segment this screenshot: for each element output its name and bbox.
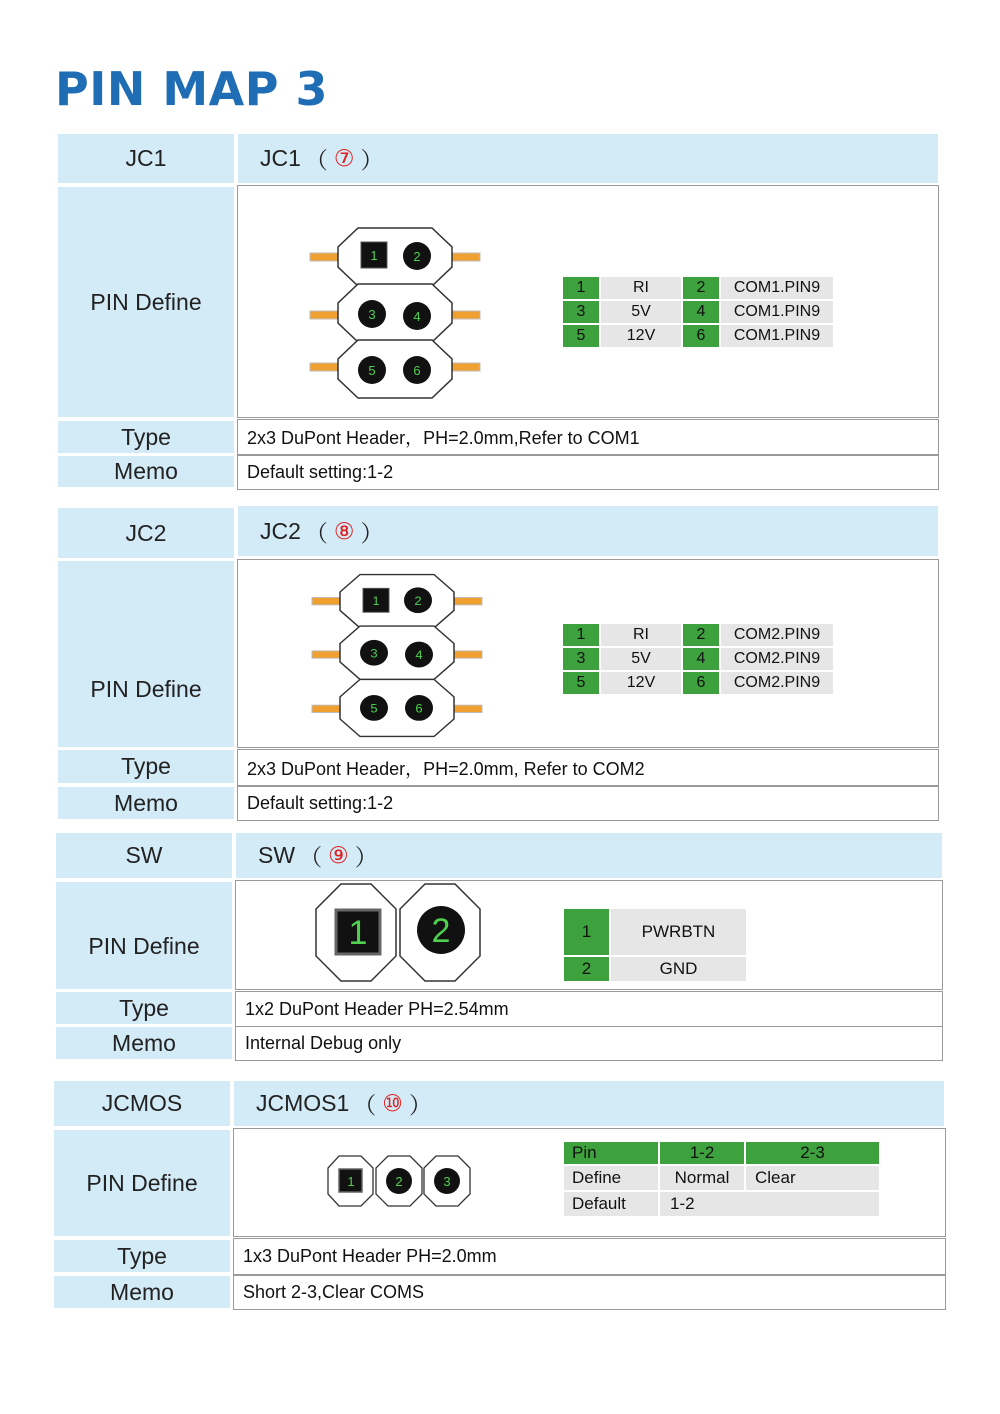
pin-label: 4 bbox=[415, 648, 423, 663]
pin-signal: PWRBTN bbox=[611, 909, 746, 955]
jc1-type-label bbox=[58, 421, 234, 453]
jc1-label bbox=[58, 134, 234, 183]
sw-memo-label bbox=[56, 1027, 232, 1059]
lead bbox=[310, 363, 340, 371]
page-title: PIN MAP 3 bbox=[55, 62, 328, 116]
open-paren: （ bbox=[353, 1092, 377, 1118]
close-paren: ） bbox=[360, 519, 384, 546]
header-2x3-diagram bbox=[310, 228, 480, 398]
pin-signal: COM1.PIN9 bbox=[721, 325, 833, 347]
pin-label: 2 bbox=[395, 1174, 403, 1189]
jc2-label-text: JC2 bbox=[125, 519, 167, 546]
pin-label: 5 bbox=[370, 701, 378, 716]
pin-number: 6 bbox=[683, 672, 719, 694]
pin-signal: COM2.PIN9 bbox=[721, 624, 833, 646]
sw-label-text: SW bbox=[125, 842, 163, 868]
housing bbox=[338, 340, 452, 398]
lead bbox=[450, 311, 480, 319]
table-row bbox=[563, 672, 833, 694]
pin-label: 1 bbox=[348, 914, 368, 952]
jcmos-header-diagram bbox=[327, 1148, 487, 1218]
pin-define-text: PIN Define bbox=[88, 933, 200, 959]
lead bbox=[312, 705, 342, 712]
open-paren: （ bbox=[304, 147, 328, 173]
lead bbox=[312, 598, 342, 605]
header-1x2-diagram bbox=[316, 884, 480, 981]
jc2-memo-label bbox=[58, 787, 234, 819]
header-1x3-diagram bbox=[328, 1156, 470, 1206]
table-cell: Normal bbox=[660, 1166, 744, 1190]
pin-define-text: PIN Define bbox=[90, 675, 202, 702]
sw-header-name: SW bbox=[258, 842, 296, 868]
pin-label: 2 bbox=[413, 249, 421, 264]
pin-signal: RI bbox=[601, 624, 681, 646]
table-row bbox=[564, 957, 746, 981]
jc2-type-value: 2x3 DuPont Header，PH=2.0mm, Refer to COM2 bbox=[237, 749, 939, 786]
jcmos-header bbox=[234, 1081, 944, 1126]
memo-text: Memo bbox=[114, 789, 178, 816]
pin-signal: 12V bbox=[601, 325, 681, 347]
pin-number: 6 bbox=[683, 325, 719, 347]
lead bbox=[310, 253, 340, 261]
pin-label: 3 bbox=[368, 307, 376, 322]
table-header-cell: 2-3 bbox=[746, 1142, 879, 1164]
jc2-header-diagram bbox=[308, 569, 508, 759]
jc1-label-text: JC1 bbox=[125, 145, 167, 171]
lead bbox=[310, 311, 340, 319]
sw-header-number: ⑨ bbox=[328, 842, 349, 868]
jcmos-type-label bbox=[54, 1240, 230, 1272]
sw-pin-define-box bbox=[235, 880, 943, 990]
jc2-type-label bbox=[58, 750, 234, 783]
table-cell: Default bbox=[564, 1192, 658, 1216]
pin-signal: RI bbox=[601, 277, 681, 299]
jc2-memo-value: Default setting:1-2 bbox=[237, 786, 939, 821]
jc1-type-value: 2x3 DuPont Header，PH=2.0mm,Refer to COM1 bbox=[237, 419, 939, 455]
jcmos-type-value: 1x3 DuPont Header PH=2.0mm bbox=[233, 1238, 946, 1275]
pin-label: 6 bbox=[415, 701, 423, 716]
lead bbox=[312, 651, 342, 658]
jc2-pin-define-box bbox=[237, 559, 939, 748]
sw-header-diagram bbox=[314, 882, 494, 986]
housing bbox=[340, 679, 454, 736]
table-row bbox=[564, 1142, 879, 1164]
close-paren: ） bbox=[354, 844, 378, 870]
pin-define-text: PIN Define bbox=[86, 1169, 198, 1196]
pin-number: 3 bbox=[563, 648, 599, 670]
pin-signal: 5V bbox=[601, 648, 681, 670]
memo-text: Memo bbox=[110, 1278, 174, 1305]
table-row bbox=[563, 624, 833, 646]
sw-memo-value: Internal Debug only bbox=[235, 1026, 943, 1061]
pin-label: 5 bbox=[368, 363, 376, 378]
pin-label: 1 bbox=[370, 248, 378, 263]
jc1-memo-label bbox=[58, 456, 234, 487]
close-paren: ） bbox=[408, 1092, 432, 1118]
jcmos-memo-label bbox=[54, 1276, 230, 1308]
memo-text: Memo bbox=[112, 1029, 176, 1056]
sw-pin-define-label bbox=[56, 882, 232, 989]
jc2-header bbox=[238, 506, 938, 556]
table-cell: Clear bbox=[746, 1166, 879, 1190]
table-cell: 1-2 bbox=[660, 1192, 879, 1216]
housing bbox=[338, 284, 452, 342]
jc1-pin-table bbox=[561, 275, 835, 349]
lead bbox=[452, 705, 482, 712]
type-text: Type bbox=[121, 423, 171, 450]
pin-number: 5 bbox=[563, 325, 599, 347]
jcmos-setting-table bbox=[564, 1142, 879, 1216]
jc1-pin-define-label bbox=[58, 187, 234, 417]
jc2-label bbox=[58, 508, 234, 558]
table-row bbox=[563, 648, 833, 670]
jc1-header bbox=[238, 134, 938, 183]
jc1-pin-define-box bbox=[237, 185, 939, 418]
jc1-memo-value: Default setting:1-2 bbox=[237, 455, 939, 490]
lead bbox=[452, 598, 482, 605]
pin-number: 4 bbox=[683, 301, 719, 323]
pin-label: 2 bbox=[414, 594, 422, 608]
jcmos-memo-value: Short 2-3,Clear COMS bbox=[233, 1275, 946, 1310]
lead bbox=[450, 253, 480, 261]
table-row bbox=[564, 1192, 879, 1216]
jcmos-label bbox=[54, 1081, 230, 1126]
pin-number: 2 bbox=[683, 277, 719, 299]
header-2x3-diagram bbox=[312, 575, 482, 737]
pin-number: 1 bbox=[563, 277, 599, 299]
pin-label: 2 bbox=[431, 912, 451, 950]
jc1-header-diagram bbox=[306, 222, 506, 412]
table-row bbox=[563, 325, 833, 347]
lead bbox=[452, 651, 482, 658]
type-text: Type bbox=[121, 753, 171, 779]
sw-label bbox=[56, 833, 232, 878]
open-paren: （ bbox=[304, 519, 328, 546]
pin-signal: COM1.PIN9 bbox=[721, 277, 833, 299]
pin-number: 1 bbox=[563, 624, 599, 646]
jc1-header-name: JC1 bbox=[260, 145, 301, 171]
housing bbox=[340, 575, 454, 628]
jcmos-header-name: JCMOS1 bbox=[256, 1090, 350, 1116]
pin-label: 4 bbox=[413, 309, 421, 324]
jcmos-pin-define-label bbox=[54, 1130, 230, 1236]
pin-number: 1 bbox=[564, 909, 609, 955]
pin-define-text: PIN Define bbox=[90, 288, 202, 315]
table-row bbox=[563, 277, 833, 299]
memo-text: Memo bbox=[114, 458, 178, 484]
pin-label: 3 bbox=[370, 646, 378, 661]
sw-header bbox=[236, 833, 942, 878]
close-paren: ） bbox=[360, 147, 384, 173]
jcmos-pin-define-box bbox=[233, 1128, 946, 1237]
table-header-cell: 1-2 bbox=[660, 1142, 744, 1164]
table-row bbox=[563, 301, 833, 323]
type-text: Type bbox=[117, 1242, 167, 1269]
pin-signal: COM2.PIN9 bbox=[721, 648, 833, 670]
pin-signal: COM2.PIN9 bbox=[721, 672, 833, 694]
pin-signal: COM1.PIN9 bbox=[721, 301, 833, 323]
pin-number: 2 bbox=[564, 957, 609, 981]
pin-signal: 5V bbox=[601, 301, 681, 323]
pin-signal: GND bbox=[611, 957, 746, 981]
jc2-header-name: JC2 bbox=[260, 517, 301, 544]
sw-type-label bbox=[56, 992, 232, 1024]
table-row bbox=[564, 909, 746, 955]
lead bbox=[450, 363, 480, 371]
pin-signal: 12V bbox=[601, 672, 681, 694]
open-paren: （ bbox=[299, 844, 323, 870]
pin-label: 3 bbox=[443, 1174, 451, 1189]
table-row bbox=[564, 1166, 879, 1190]
jc1-header-number: ⑦ bbox=[333, 145, 355, 171]
pin-number: 2 bbox=[683, 624, 719, 646]
pin-number: 4 bbox=[683, 648, 719, 670]
sw-pin-table bbox=[564, 909, 746, 981]
jc2-header-number: ⑧ bbox=[333, 517, 355, 544]
housing bbox=[340, 626, 454, 679]
jc2-pin-define-label bbox=[58, 561, 234, 747]
jcmos-header-number: ⑩ bbox=[382, 1090, 403, 1116]
pin-label: 1 bbox=[347, 1174, 355, 1189]
pin-label: 6 bbox=[413, 363, 421, 378]
type-text: Type bbox=[119, 994, 169, 1021]
table-header-cell: Pin bbox=[564, 1142, 658, 1164]
jc2-pin-table bbox=[561, 622, 835, 696]
table-cell: Define bbox=[564, 1166, 658, 1190]
pin-label: 1 bbox=[372, 594, 380, 608]
sw-type-value: 1x2 DuPont Header PH=2.54mm bbox=[235, 991, 943, 1027]
jcmos-label-text: JCMOS bbox=[101, 1090, 183, 1116]
housing bbox=[338, 228, 452, 286]
pin-number: 5 bbox=[563, 672, 599, 694]
pin-number: 3 bbox=[563, 301, 599, 323]
